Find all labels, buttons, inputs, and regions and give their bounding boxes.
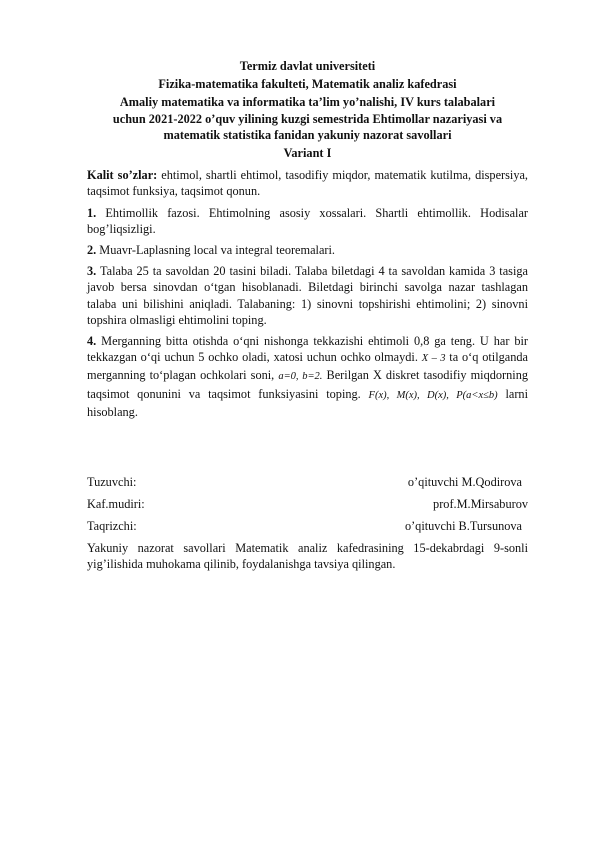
title-line-2: uchun 2021-2022 o’quv yilining kuzgi semestrida Ehtimollar nazariyasi va	[112, 111, 503, 126]
question-text: Muavr-Laplasning local va integral teoremalari.	[96, 243, 335, 258]
approval-note: Yakuniy nazorat savollari Matematik analiz kafedrasining 15-dekabrdagi 9-sonli yig’ilishida muhokama qilinib, foydalanishga tavsiya qilingan.	[87, 540, 528, 571]
document-page	[87, 58, 528, 572]
math-expression-ab: a=0, b=2.	[278, 371, 323, 383]
math-expression-x: X – 3	[421, 353, 446, 365]
question-2	[87, 242, 528, 258]
question-number: 4.	[87, 334, 97, 349]
keywords-paragraph	[87, 167, 528, 199]
signature-role: Tuzuvchi:	[87, 475, 137, 490]
question-text: Talaba 25 ta savoldan 20 tasini biladi. Talaba biletdagi 4 ta savoldan kamida 3 tasiga javob bersa sinovdan o‘tgan hisoblanadi. Biletdagi birinchi savolga nazar tashlagan talaba uni bilishini aniqladi. Talabaning: 1) sinovni topshirishi ehtimolini; 2) sinovni topshira olmasligi ehtimolini toping.	[87, 264, 528, 327]
signature-name: o’qituvchi B.Tursunova	[404, 519, 522, 534]
question-number: 2.	[87, 243, 97, 258]
keywords-text: ehtimol, shartli ehtimol, tasodifiy miqdor, matematik kutilma, dispersiya, taqsimot funksiya, taqsimot qonun.	[87, 168, 528, 199]
signature-role: Taqrizchi:	[87, 519, 137, 534]
signature-row-author	[87, 474, 528, 490]
question-text: ta o‘q otilganda merganning to‘plagan ochkolari soni,	[87, 350, 528, 383]
question-3	[87, 263, 528, 328]
document-title	[87, 94, 528, 143]
question-1	[87, 205, 528, 237]
keywords-label: Kalit so’zlar:	[87, 168, 158, 183]
math-expression-functions: F(x), M(x), D(x), P(a<x≤b)	[368, 389, 498, 401]
signature-name: prof.M.Mirsaburov	[433, 497, 528, 512]
signature-row-reviewer	[87, 518, 528, 534]
question-text: larni hisoblang.	[87, 386, 528, 419]
faculty-name: Fizika-matematika fakulteti, Matematik analiz kafedrasi	[158, 77, 457, 92]
university-name: Termiz davlat universiteti	[239, 59, 376, 73]
question-number: 3.	[87, 264, 97, 279]
title-line-1: Amaliy matematika va informatika ta’lim yo’nalishi, IV kurs talabalari	[119, 95, 496, 110]
question-text: Ehtimollik fazosi. Ehtimolning asosiy xossalari. Shartli ehtimollik. Hodisalar bog’liqsizligi.	[87, 205, 528, 236]
question-number: 1.	[87, 205, 97, 220]
title-line-3: matematik statistika fanidan yakuniy nazorat savollari	[163, 127, 452, 142]
signature-name: o’qituvchi M.Qodirova	[407, 475, 522, 490]
signature-role: Kaf.mudiri:	[87, 497, 145, 512]
question-text: Merganning bitta otishda o‘qni nishonga tekkazishi ehtimoli 0,8 ga teng. U har bir tekkazgan o‘qi uchun 5 ochko oladi, xatosi uchun ochko olmaydi.	[87, 334, 528, 365]
variant-label: Variant I	[283, 146, 332, 161]
question-text: Berilgan X diskret tasodifiy miqdorning taqsimot qonunini va taqsimot funksiyasini toping.	[87, 368, 529, 401]
question-4	[87, 333, 528, 420]
signature-row-head	[87, 496, 528, 512]
